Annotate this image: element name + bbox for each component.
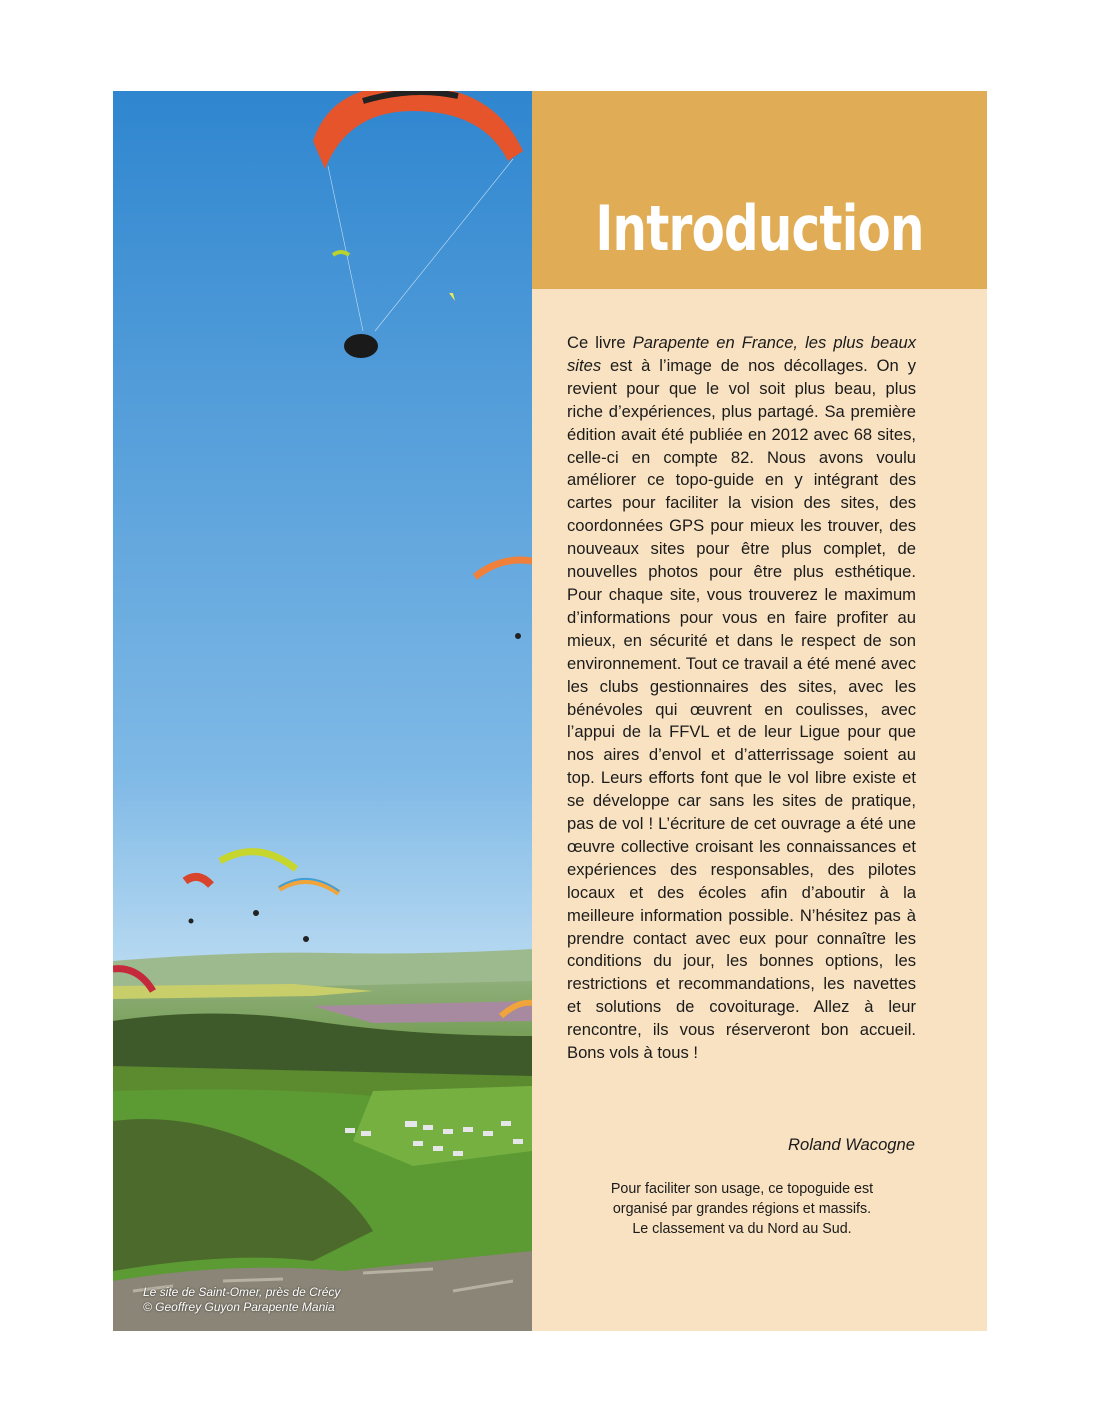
usage-note-line1: Pour faciliter son usage, ce topoguide est [610,1181,874,1197]
page-title: Introduction [595,192,924,265]
usage-note-line3: Le classement va du Nord au Sud. [632,1221,852,1237]
author-signature: Roland Wacogne [788,1135,915,1154]
caption-credit: © Geoffrey Guyon Parapente Mania [143,1300,335,1314]
photo-caption [143,1285,340,1315]
intro-lead: Ce livre [567,333,633,352]
intro-text: est à l’image de nos décollages. On y revient pour que le vol soit plus beau, plus riche d’expériences, plus partagé. Sa première édition avait été publiée en 2012 avec 68 sites, celle-ci en compte 82. Nous avons voulu améliorer ce topo-guide en y intégrant des cartes pour faciliter la vision des sites, des coordonnées GPS pour mieux les trouver, des nouveaux sites pour être plus complet, de nouvelles photos pour être plus esthétique. Pour chaque site, vous trouverez le maximum d’informations pour vous en faire profiter au mieux, en sécurité et dans le respect de son environnement. Tout ce travail a été mené avec les clubs gestionnaires des sites, avec les bénévoles qui œuvrent en coulisses, avec l’appui de la FFVL et de leur Ligue pour que nos aires d’envol et d’atterrissage soient au top. Leurs efforts font que le vol libre existe et se développe car sans les sites de pratique, pas de vol ! L’écriture de cet ouvrage a été une œuvre collective croisant les connaissances et expériences des responsables, des pilotes locaux et des écoles afin d’aboutir à la meilleure information possible. N’hésitez pas à prendre contact avec eux pour connaître les conditions du jour, les bonnes options, les restrictions et recommandations, les navettes et solutions de covoiturage. Allez à leur rencontre, ils vous réserveront bon accueil. Bons vols à tous ! [567,355,916,1063]
caption-location: Le site de Saint-Omer, près de Crécy [143,1285,341,1299]
intro-panel [532,289,987,1331]
intro-paragraph [567,332,916,1065]
title-banner [532,91,987,289]
usage-note-line2: organisé par grandes régions et massifs. [612,1201,872,1217]
usage-note [552,1179,932,1239]
book-title: Parapente en France, les plus beaux sites [567,333,916,375]
landscape-illustration [113,91,532,1331]
cover-photo-paragliders [113,91,532,1331]
